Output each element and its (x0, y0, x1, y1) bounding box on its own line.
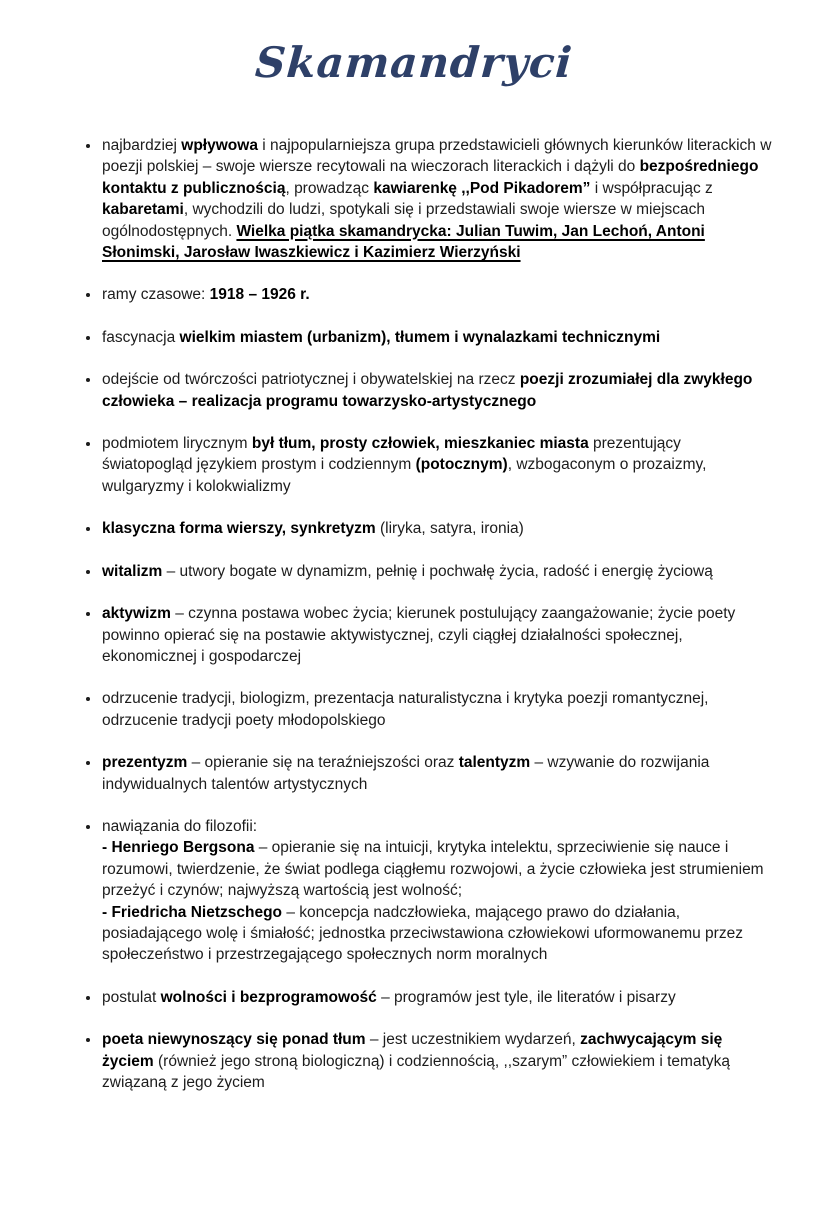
text-segment: poezji zrozumiałej dla zwykłego człowieka – realizacja programu towarzysko-artystycznego (102, 371, 753, 410)
text-segment: podmiotem lirycznym (102, 435, 252, 453)
list-item (101, 603, 773, 667)
text-segment: kawiarenkę ,,Pod Pikadorem” (373, 179, 591, 197)
list-item (101, 561, 773, 582)
text-segment: – koncepcja nadczłowieka, mającego prawo do działania, posiadającego wolę i śmiałość; jednostka przeciwstawiona człowiekowi uformowanemu przez społeczeństwo i przestrzegającego społecznych norm moralnych (102, 903, 743, 964)
text-segment: kabaretami (102, 201, 184, 219)
page-title: Skamandryci (253, 38, 575, 87)
text-segment: fascynacja (102, 328, 180, 346)
text-segment: – programów jest tyle, ile literatów i pisarzy (376, 988, 676, 1006)
list-item (101, 518, 773, 539)
list-item (101, 284, 773, 305)
text-segment: i najpopularniejsza grupa przedstawicieli głównych kierunków literackich w poezji polskiej – swoje wiersze recytowali na wieczorach literackich i dążyli do (102, 137, 772, 176)
list-item (101, 1029, 773, 1093)
text-segment: klasyczna forma wierszy, synkretyzm (102, 520, 376, 538)
text-segment: wolności i bezprogramowość (160, 988, 377, 1006)
text-segment: (potocznym) (415, 456, 508, 474)
text-segment: prezentujący światopogląd językiem prostym i codziennym (102, 435, 681, 474)
text-segment: nawiązania do filozofii: (102, 817, 258, 835)
list-item (101, 369, 773, 412)
text-segment: , prowadząc (285, 179, 374, 197)
text-segment: witalizm (102, 562, 163, 580)
text-segment: wpływowa (181, 137, 258, 154)
text-segment: (również jego stroną biologiczną) i codziennością, ,,szarym” człowiekiem i tematyką związaną z jego życiem (102, 1052, 731, 1091)
text-segment: poeta niewynoszący się ponad tłum (102, 1031, 366, 1049)
document-page (0, 38, 828, 1209)
text-segment: odrzucenie tradycji, biologizm, prezentacja naturalistyczna i krytyka poezji romantycznej, odrzucenie tradycji poety młodopolskiego (102, 690, 709, 729)
text-segment: aktywizm (102, 605, 171, 623)
list-item (101, 816, 773, 966)
text-segment: – jest uczestnikiem wydarzeń, (365, 1031, 581, 1049)
text-segment: , wychodzili do ludzi, spotykali się i przedstawiali swoje wiersze w miejscach ogólnodostępnych. (102, 201, 706, 240)
text-segment: i współpracując z (590, 179, 713, 197)
text-segment: - Henriego Bergsona (102, 839, 255, 857)
text-segment: (liryka, satyra, ironia) (375, 520, 524, 538)
text-segment: postulat (102, 988, 161, 1006)
list-item (101, 688, 773, 731)
text-segment: był tłum, prosty człowiek, mieszkaniec miasta (251, 435, 589, 453)
text-segment: talentyzm (458, 754, 531, 772)
list-item (101, 433, 773, 497)
text-segment: – utwory bogate w dynamizm, pełnię i pochwałę życia, radość i energię życiową (162, 562, 713, 580)
list-item (101, 752, 773, 795)
notes-list (80, 135, 773, 1093)
text-segment: – wzywanie do rozwijania indywidualnych talentów artystycznych (102, 754, 710, 793)
text-segment: zachwycającym się życiem (102, 1031, 723, 1070)
text-segment: – czynna postawa wobec życia; kierunek postulujący zaangażowanie; życie poety powinno opierać się na postawie aktywistycznej, czyli ciągłej działalności społecznej, ekonomicznej i gospodarczej (102, 605, 736, 665)
text-segment: ramy czasowe: (102, 286, 210, 304)
list-item (101, 135, 773, 263)
text-segment: , wzbogaconym o prozaizmy, wulgaryzmy i kolokwializmy (102, 456, 707, 495)
text-segment: prezentyzm (102, 754, 188, 772)
text-segment: 1918 – 1926 r. (209, 286, 310, 304)
text-segment: – opieranie się na intuicji, krytyka intelektu, sprzeciwienie się nauce i rozumowi, twierdzenie, że świat podlega ciągłemu rozwojowi, a życie człowieka jest strumieniem przeżyć i czynów; najwyższą wartością jest wolność; (102, 839, 764, 900)
text-segment: odejście od twórczości patriotycznej i obywatelskiej na rzecz (102, 371, 520, 389)
text-segment: Wielka piątka skamandrycka: Julian Tuwim, Jan Lechoń, Antoni Słonimski, Jarosław Iwaszkiewicz i Kazimierz Wierzyński (102, 222, 705, 262)
text-segment: bezpośredniego kontaktu z publicznością (102, 158, 759, 197)
text-segment: najbardziej (102, 137, 182, 154)
text-segment: wielkim miastem (urbanizm), tłumem i wynalazkami technicznymi (179, 328, 661, 346)
text-segment: - Friedricha Nietzschego (102, 903, 283, 921)
list-item (101, 987, 773, 1008)
text-segment: – opieranie się na teraźniejszości oraz (187, 754, 459, 772)
list-item (101, 327, 773, 348)
